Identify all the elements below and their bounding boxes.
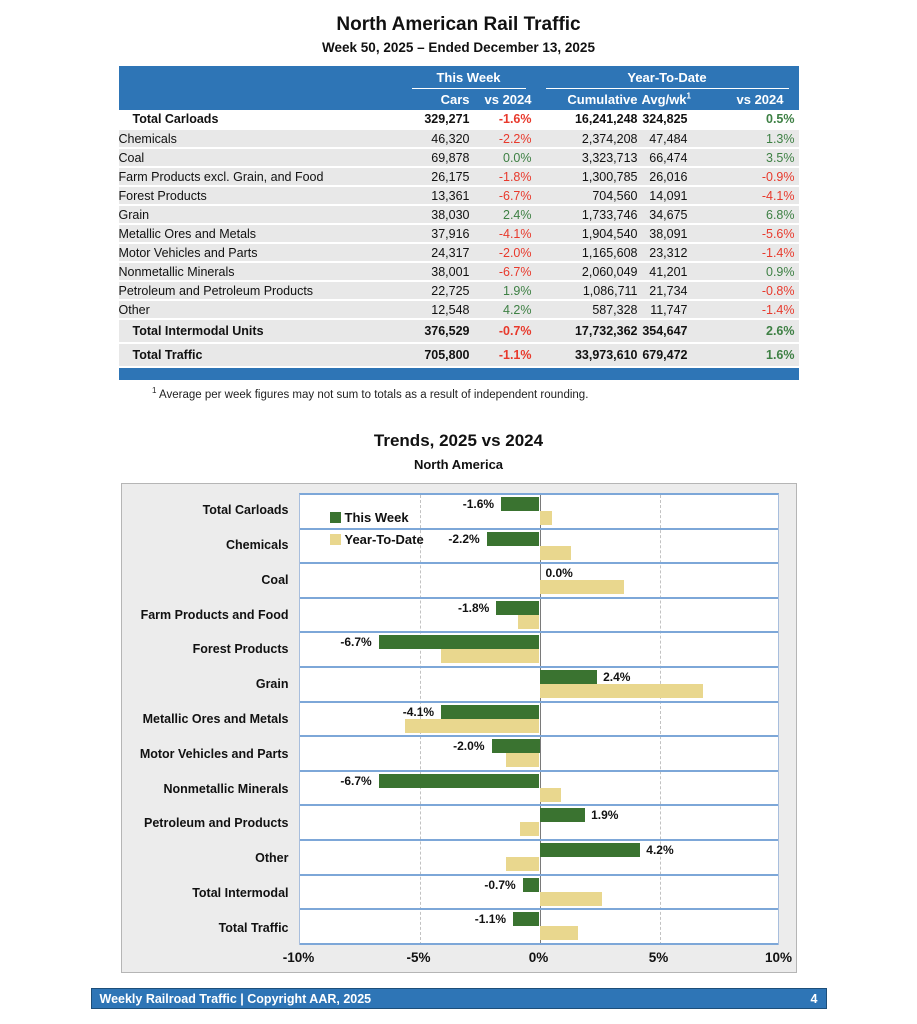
legend-item xyxy=(330,510,424,525)
chart-category-label: Metallic Ores and Metals xyxy=(142,711,289,726)
ytd-vs-2024-value: 3.5% xyxy=(692,148,799,167)
table-row xyxy=(119,281,799,300)
chart-band xyxy=(300,703,778,738)
bar-value-label: -1.6% xyxy=(462,497,495,511)
cumulative-value: 2,374,208 xyxy=(536,129,642,148)
bar-value-label: 1.9% xyxy=(591,808,619,823)
table-row xyxy=(119,129,799,148)
cars-value: 38,030 xyxy=(402,205,474,224)
rail-traffic-table xyxy=(119,66,799,368)
ytd-vs-2024-value: -1.4% xyxy=(692,243,799,262)
ytd-vs-2024-value: -1.4% xyxy=(692,300,799,319)
this-week-bar xyxy=(540,808,586,822)
year-to-date-bar xyxy=(405,719,539,733)
bar-value-label: -0.7% xyxy=(484,877,516,892)
row-label: Nonmetallic Minerals xyxy=(119,262,402,281)
header-spacer xyxy=(119,66,402,89)
footnote xyxy=(152,386,917,401)
table-row xyxy=(119,148,799,167)
cumulative-value: 3,323,713 xyxy=(536,148,642,167)
cumulative-value: 33,973,610 xyxy=(536,343,642,367)
chart-band xyxy=(300,841,778,876)
column-header-cars: Cars xyxy=(402,89,474,110)
cars-value: 24,317 xyxy=(402,243,474,262)
week-vs-2024-value: -2.0% xyxy=(474,243,536,262)
chart-category-label: Other xyxy=(255,851,289,866)
bar-value-label: 0.0% xyxy=(545,566,573,581)
chart-subtitle: North America xyxy=(413,457,504,472)
row-label: Motor Vehicles and Parts xyxy=(119,243,402,262)
cumulative-value: 1,733,746 xyxy=(536,205,642,224)
column-header-ytd-vs-2024: vs 2024 xyxy=(692,89,799,110)
chart-category-label: Total Traffic xyxy=(218,920,289,935)
footer-bar xyxy=(91,988,827,1009)
table-header xyxy=(119,66,799,110)
avg-per-week-value: 354,647 xyxy=(642,319,692,343)
chart-x-axis xyxy=(282,950,793,970)
chart-plot-area xyxy=(299,493,779,945)
column-header-cumulative: Cumulative xyxy=(536,89,642,110)
row-label: Other xyxy=(119,300,402,319)
cars-value: 26,175 xyxy=(402,167,474,186)
cumulative-value: 2,060,049 xyxy=(536,262,642,281)
chart-category-label: Chemicals xyxy=(225,538,289,553)
table-bottom-bar xyxy=(119,368,799,380)
table-row xyxy=(119,110,799,129)
header-spacer xyxy=(119,89,402,110)
week-vs-2024-value: -4.1% xyxy=(474,224,536,243)
year-to-date-bar xyxy=(540,684,703,698)
cars-value: 13,361 xyxy=(402,186,474,205)
chart-band xyxy=(300,876,778,911)
ytd-vs-2024-value: -4.1% xyxy=(692,186,799,205)
cumulative-value: 1,086,711 xyxy=(536,281,642,300)
cars-value: 329,271 xyxy=(402,110,474,129)
chart-category-label: Total Carloads xyxy=(202,503,289,518)
ytd-vs-2024-value: -0.8% xyxy=(692,281,799,300)
this-week-bar xyxy=(492,739,540,753)
chart-band xyxy=(300,910,778,945)
bar-value-label: -4.1% xyxy=(402,704,435,719)
year-to-date-bar xyxy=(540,892,602,906)
chart-category-label: Coal xyxy=(261,572,289,587)
year-to-date-bar xyxy=(540,546,571,560)
avg-per-week-value: 14,091 xyxy=(642,186,692,205)
row-label: Farm Products excl. Grain, and Food xyxy=(119,167,402,186)
this-week-bar xyxy=(496,601,539,615)
row-label: Chemicals xyxy=(119,129,402,148)
bar-value-label: -2.2% xyxy=(448,531,480,546)
legend-item xyxy=(330,532,424,547)
avg-per-week-value: 23,312 xyxy=(642,243,692,262)
bar-value-label: -6.7% xyxy=(340,635,372,650)
table-row xyxy=(119,343,799,367)
row-label: Total Carloads xyxy=(119,110,402,129)
year-to-date-bar xyxy=(540,580,624,594)
footnote-text: Average per week figures may not sum to totals as a result of independent rounding. xyxy=(156,389,589,401)
column-header-wk-vs-2024: vs 2024 xyxy=(474,89,536,110)
avg-per-week-value: 34,675 xyxy=(642,205,692,224)
chart-category-label: Petroleum and Products xyxy=(144,816,289,831)
year-to-date-bar xyxy=(540,926,578,940)
year-to-date-bar xyxy=(518,615,540,629)
ytd-vs-2024-value: 2.6% xyxy=(692,319,799,343)
week-vs-2024-value: -1.6% xyxy=(474,110,536,129)
chart-category-label: Motor Vehicles and Parts xyxy=(139,746,289,761)
row-label: Forest Products xyxy=(119,186,402,205)
ytd-vs-2024-value: 0.5% xyxy=(692,110,799,129)
year-to-date-bar xyxy=(506,753,540,767)
avg-per-week-value: 38,091 xyxy=(642,224,692,243)
avg-per-week-value: 21,734 xyxy=(642,281,692,300)
bar-value-label: 2.4% xyxy=(603,670,631,685)
cumulative-value: 17,732,362 xyxy=(536,319,642,343)
cars-value: 46,320 xyxy=(402,129,474,148)
year-to-date-bar xyxy=(540,511,552,525)
this-week-bar xyxy=(540,670,598,684)
week-vs-2024-value: 4.2% xyxy=(474,300,536,319)
chart-band xyxy=(300,737,778,772)
week-vs-2024-value: 1.9% xyxy=(474,281,536,300)
year-to-date-bar xyxy=(441,649,539,663)
this-week-bar xyxy=(540,843,641,857)
page-title: North American Rail Traffic xyxy=(336,14,581,35)
cars-value: 376,529 xyxy=(402,319,474,343)
row-label: Total Traffic xyxy=(119,343,402,367)
rail-table-body xyxy=(119,110,799,367)
legend-label: This Week xyxy=(344,510,409,525)
chart-category-label: Nonmetallic Minerals xyxy=(163,781,289,796)
footer-page-number: 4 xyxy=(810,991,818,1006)
chart-category-label: Grain xyxy=(255,677,289,692)
cumulative-value: 587,328 xyxy=(536,300,642,319)
row-label: Grain xyxy=(119,205,402,224)
cars-value: 22,725 xyxy=(402,281,474,300)
bar-value-label: -2.0% xyxy=(453,739,485,754)
trends-bar-chart xyxy=(121,483,797,973)
table-row xyxy=(119,205,799,224)
bar-value-label: 4.2% xyxy=(646,843,674,858)
chart-band xyxy=(300,806,778,841)
avg-per-week-value: 679,472 xyxy=(642,343,692,367)
this-week-bar xyxy=(379,635,540,649)
ytd-vs-2024-value: 0.9% xyxy=(692,262,799,281)
group-header-this-week: This Week xyxy=(402,66,536,89)
week-vs-2024-value: -1.8% xyxy=(474,167,536,186)
year-to-date-bar xyxy=(540,788,562,802)
chart-band xyxy=(300,599,778,634)
chart-category-label: Total Intermodal xyxy=(192,885,289,900)
this-week-bar xyxy=(379,774,540,788)
cumulative-value: 704,560 xyxy=(536,186,642,205)
avg-per-week-value: 66,474 xyxy=(642,148,692,167)
year-to-date-bar xyxy=(520,822,539,836)
this-week-bar xyxy=(487,532,540,546)
row-label: Metallic Ores and Metals xyxy=(119,224,402,243)
this-week-bar xyxy=(501,497,539,511)
week-vs-2024-value: -1.1% xyxy=(474,343,536,367)
this-week-bar xyxy=(523,878,540,892)
bar-value-label: -6.7% xyxy=(340,773,372,788)
legend-swatch-icon xyxy=(330,512,341,523)
avg-per-week-value: 47,484 xyxy=(642,129,692,148)
x-axis-tick-label: 10% xyxy=(764,950,793,965)
chart-category-labels xyxy=(122,493,299,945)
cars-value: 69,878 xyxy=(402,148,474,167)
legend-swatch-icon xyxy=(330,534,341,545)
chart-category-label: Farm Products and Food xyxy=(140,607,289,622)
chart-band xyxy=(300,772,778,807)
ytd-vs-2024-value: 1.6% xyxy=(692,343,799,367)
chart-bands xyxy=(300,495,778,945)
row-label: Total Intermodal Units xyxy=(119,319,402,343)
x-axis-tick-label: -5% xyxy=(406,950,431,965)
week-vs-2024-value: 2.4% xyxy=(474,205,536,224)
week-vs-2024-value: -6.7% xyxy=(474,186,536,205)
bar-value-label: -1.8% xyxy=(457,600,490,615)
chart-title: Trends, 2025 vs 2024 xyxy=(373,431,544,450)
week-vs-2024-value: -0.7% xyxy=(474,319,536,343)
cumulative-value: 1,165,608 xyxy=(536,243,642,262)
cars-value: 12,548 xyxy=(402,300,474,319)
row-label: Coal xyxy=(119,148,402,167)
avg-per-week-value: 324,825 xyxy=(642,110,692,129)
table-row xyxy=(119,186,799,205)
table-row xyxy=(119,300,799,319)
footer-text: Weekly Railroad Traffic | Copyright AAR, 2025 xyxy=(99,991,372,1006)
chart-legend xyxy=(330,510,424,554)
this-week-bar xyxy=(441,705,539,719)
ytd-vs-2024-value: -5.6% xyxy=(692,224,799,243)
table-row xyxy=(119,319,799,343)
chart-category-label: Forest Products xyxy=(192,642,289,657)
cumulative-value: 16,241,248 xyxy=(536,110,642,129)
year-to-date-bar xyxy=(506,857,540,871)
week-vs-2024-value: -6.7% xyxy=(474,262,536,281)
ytd-vs-2024-value: 6.8% xyxy=(692,205,799,224)
x-axis-tick-label: -10% xyxy=(282,950,315,965)
chart-band xyxy=(300,668,778,703)
week-vs-2024-value: 0.0% xyxy=(474,148,536,167)
legend-label: Year-To-Date xyxy=(344,532,424,547)
x-axis-tick-label: 0% xyxy=(528,950,549,965)
week-vs-2024-value: -2.2% xyxy=(474,129,536,148)
bar-value-label: -1.1% xyxy=(474,912,507,927)
x-axis-tick-label: 5% xyxy=(648,950,669,965)
page-subtitle: Week 50, 2025 – Ended December 13, 2025 xyxy=(322,40,595,55)
cars-value: 38,001 xyxy=(402,262,474,281)
cumulative-value: 1,300,785 xyxy=(536,167,642,186)
ytd-vs-2024-value: -0.9% xyxy=(692,167,799,186)
this-week-bar xyxy=(513,912,539,926)
avg-per-week-value: 26,016 xyxy=(642,167,692,186)
cars-value: 37,916 xyxy=(402,224,474,243)
ytd-vs-2024-value: 1.3% xyxy=(692,129,799,148)
table-row xyxy=(119,224,799,243)
chart-band xyxy=(300,564,778,599)
chart-band xyxy=(300,633,778,668)
row-label: Petroleum and Petroleum Products xyxy=(119,281,402,300)
column-header-avg-wk: Avg/$wk^1$ xyxy=(642,89,692,110)
table-row xyxy=(119,167,799,186)
cars-value: 705,800 xyxy=(402,343,474,367)
avg-per-week-value: 11,747 xyxy=(642,300,692,319)
group-header-year-to-date: Year-To-Date xyxy=(536,66,799,89)
table-row xyxy=(119,262,799,281)
table-row xyxy=(119,243,799,262)
cumulative-value: 1,904,540 xyxy=(536,224,642,243)
footnote-superscript: 1 xyxy=(152,386,157,396)
avg-per-week-value: 41,201 xyxy=(642,262,692,281)
